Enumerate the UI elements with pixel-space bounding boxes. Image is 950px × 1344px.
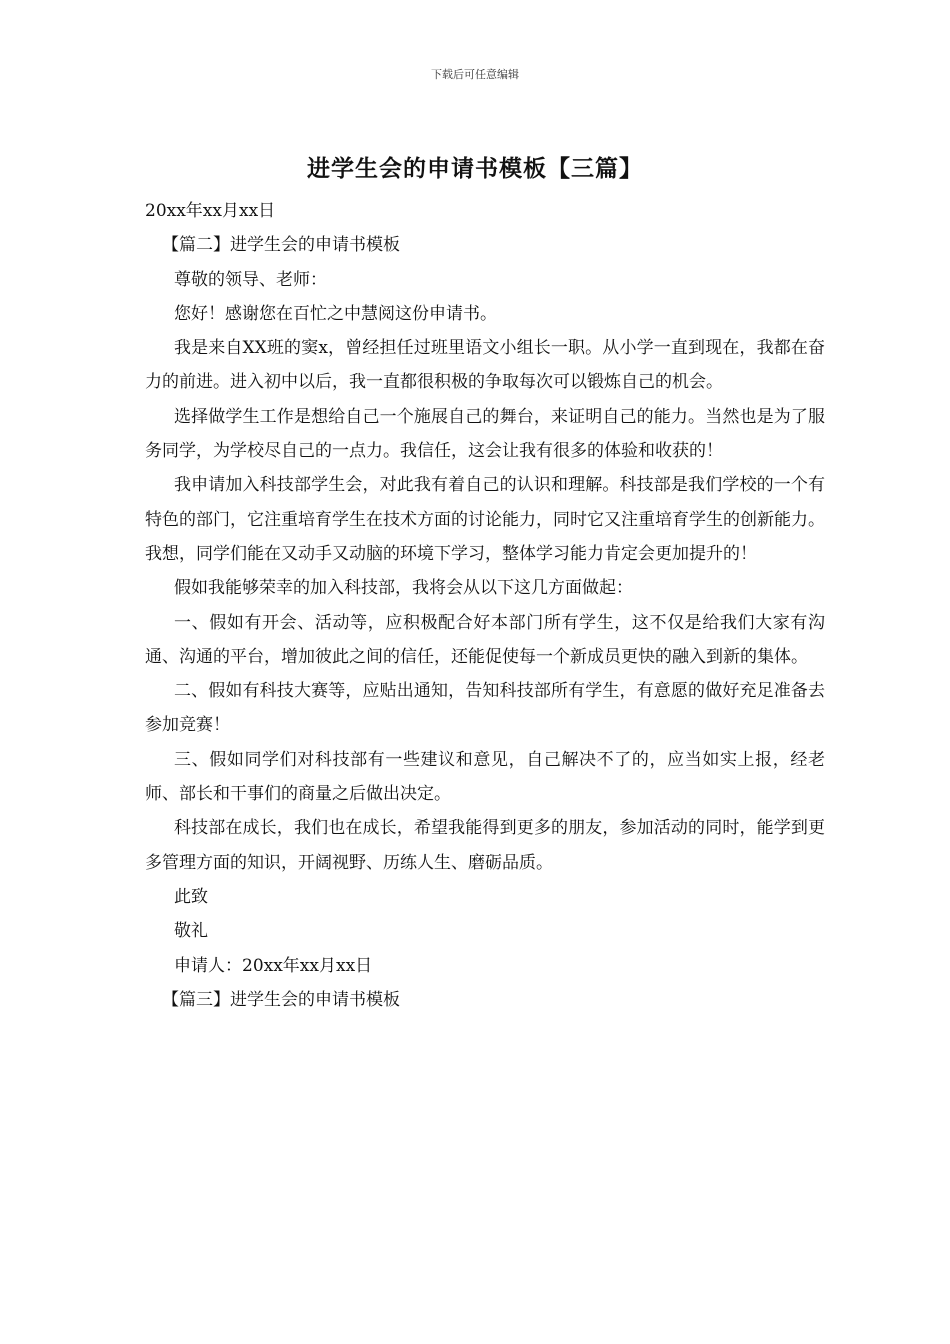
salutation: 尊敬的领导、老师： <box>174 269 327 290</box>
body-paragraph: 科技部在成长，我们也在成长，希望我能得到更多的朋友，参加活动的同时，能学到更多管理方面的知识，开阔视野、历练人生、磨砺品质。 <box>145 818 825 873</box>
list-item-1: 一、假如有开会、活动等，应积极配合好本部门所有学生，这不仅是给我们大家有沟通、沟通的平台，增加彼此之间的信任，还能促使每一个新成员更快的融入到新的集体。 <box>145 612 825 667</box>
body-paragraph: 假如我能够荣幸的加入科技部，我将会从以下这几方面做起： <box>174 578 633 599</box>
body-paragraph: 我申请加入科技部学生会，对此我有着自己的认识和理解。科技部是我们学校的一个有特色的部门，它注重培育学生在技术方面的讨论能力，同时它又注重培育学生的创新能力。我想，同学们能在又动手又动脑的环境下学习，整体学习能力肯定会更加提升的！ <box>145 475 825 564</box>
closing-salute: 敬礼 <box>174 921 208 942</box>
list-item-2: 二、假如有科技大赛等，应贴出通知，告知科技部所有学生，有意愿的做好充足准备去参加竞赛！ <box>145 681 825 736</box>
header-note: 下载后可任意编辑 <box>431 68 519 81</box>
section-heading-2: 【篇二】进学生会的申请书模板 <box>162 235 400 256</box>
body-paragraph: 选择做学生工作是想给自己一个施展自己的舞台，来证明自己的能力。当然也是为了服务同学，为学校尽自己的一点力。我信任，这会让我有很多的体验和收获的！ <box>145 406 825 462</box>
date-line: 20xx年xx月xx日 <box>145 201 276 221</box>
document-title: 进学生会的申请书模板【三篇】 <box>307 155 643 182</box>
greeting-paragraph: 您好！感谢您在百忙之中慧阅这份申请书。 <box>174 303 497 324</box>
signature-line: 申请人：20xx年xx月xx日 <box>174 955 373 976</box>
document-body <box>145 194 825 1017</box>
list-item-3: 三、假如同学们对科技部有一些建议和意见，自己解决不了的，应当如实上报，经老师、部长和干事们的商量之后做出决定。 <box>145 749 825 805</box>
closing-line: 此致 <box>174 886 208 907</box>
section-heading-3: 【篇三】进学生会的申请书模板 <box>162 989 400 1010</box>
body-paragraph: 我是来自XX班的窦x，曾经担任过班里语文小组长一职。从小学一直到现在，我都在奋力的前进。进入初中以后，我一直都很积极的争取每次可以锻炼自己的机会。 <box>145 338 825 393</box>
